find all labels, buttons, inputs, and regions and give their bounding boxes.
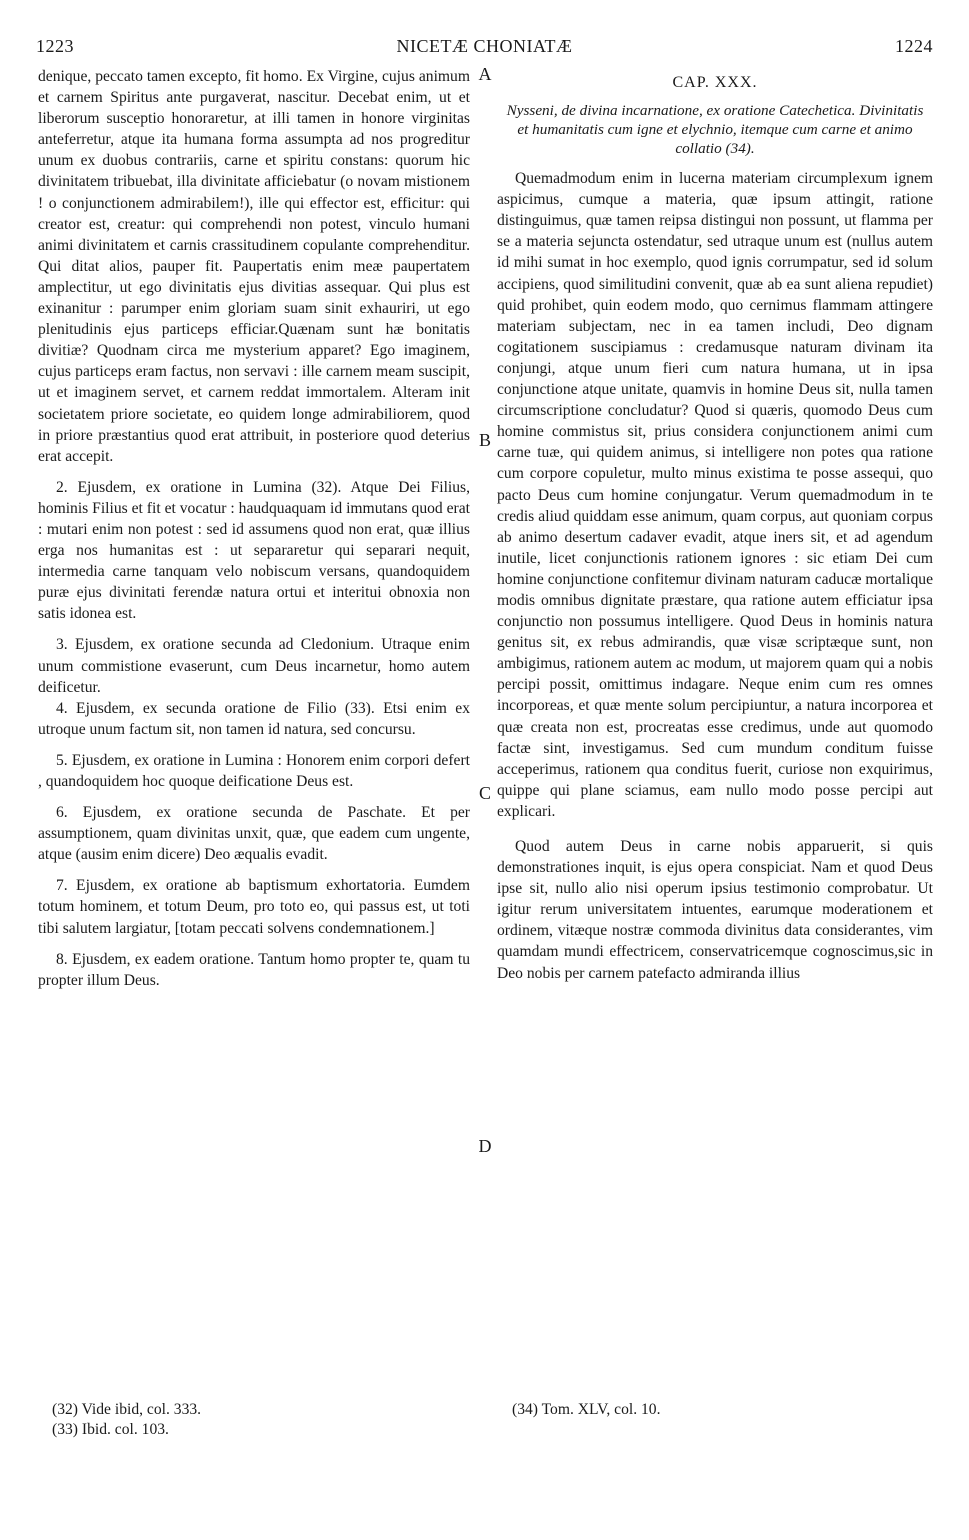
page-number-left: 1223 bbox=[36, 36, 74, 56]
margin-marker-d: D bbox=[478, 1136, 492, 1156]
paragraph: 2. Ejusdem, ex oratione in Lumina (32). Atque Dei Filius, hominis Filius et fit et vocatur : haudquaquam id immutans quod erat : mutari enim non potest : sed id assumens quod non erat, quæ illius erga nos humanitas est : ut separaretur qui separari nequit, intermedia carne tanquam velo nobiscum versans, quandoquidem puræ ejus divinitati ferendæ natura ortui et interitui obnoxia non satis idonea est. bbox=[38, 478, 470, 623]
footnote: (34) Tom. XLV, col. 10. bbox=[512, 1401, 661, 1418]
paragraph: 4. Ejusdem, ex secunda oratione de Filio (33). Etsi enim ex utroque unum factum sit, non tamen id natura, sed concursu. bbox=[38, 699, 470, 738]
margin-marker-a: A bbox=[478, 64, 492, 84]
left-column bbox=[38, 66, 470, 991]
paragraph: denique, peccato tamen excepto, fit homo. Ex Virgine, cujus animum et carnem Spiritus ante purgaverat, nascitur. Decebat enim, ut et liberorum susceptio honoraretur, at illi tamen in honore virginitas anteferretur, atque ita humana forma assumpta ad nos progreditur unum ex duobus contrariis, carne et spiritu constans: quorum hic divinitatem tribuebat, illa divinitate afficiebatur (o novam mistionem ! o conjunctionem admirabilem!), ille qui effector est, efficitur: qui creator est, creatur: qui comprehendi non potest, vinculo humani animi divinitatem et carnis crassitudinem copulante comprehenditur. Qui ditat alios, pauper fit. Paupertatis enim meæ paupertatem amplectitur, ut ego divinitatis ejus divitias assequar. Qui plus est exinanitur : parumper enim gloriam suam sinit exhauriri, ut ego plenitudinis ejus particeps efficiar.Quænam sunt hæ bonitatis divitiæ? Quodnam circa me mysterium apparet? Ego imaginem, cujus particeps eram factus, non servavi : ille carnem meam suscipit, ut et imaginem servet, et carnem reddat immortalem. Alteram init societatem priore societate, eo quidem longe admirabiliorem, quod in priore præstantius quod erat attribuit, in posteriore quod deterius erat accepit. bbox=[38, 68, 470, 465]
paragraph: Quod autem Deus in carne nobis apparuerit, si quis demonstrationes inquit, is ejus opera conspiciat. Nam et quod Deus ipse sit, nullo alio nisi operum ipsius testimonio comprobatur. Ut igitur rerum universitatem intuentes, earumque moderationem et ordinem, vitæque nostræ commoda divinitus data considerantes, vim quamdam mundi effectricem, conservatricemque cognoscimus,sic in Deo nobis per carnem patefacto admiranda illius bbox=[497, 838, 933, 982]
footnote: (33) Ibid. col. 103. bbox=[52, 1421, 169, 1438]
footnotes-left bbox=[52, 1400, 201, 1440]
chapter-heading: CAP. XXX. bbox=[672, 74, 758, 91]
footnotes-right bbox=[512, 1400, 661, 1420]
right-column bbox=[497, 66, 933, 984]
running-title: NICETÆ CHONIATÆ bbox=[396, 36, 573, 56]
running-header bbox=[36, 36, 933, 62]
paragraph: 5. Ejusdem, ex oratione in Lumina : Honorem enim corpori defert , quandoquidem hoc quoque deificatione Deus est. bbox=[38, 751, 470, 790]
paragraph: 3. Ejusdem, ex oratione secunda ad Cledonium. Utraque enim unum commistione evaserunt, cum Deus incarnetur, homo autem deificetur. bbox=[38, 636, 470, 696]
margin-marker-c: C bbox=[478, 783, 491, 803]
paragraph: Quemadmodum enim in lucerna materiam circumplexum ignem aspicimus, cumque a materia, quæ ipsum attingit, ratione distinguimus, quæ tamen reipsa distingui non possunt, ut flamma per se a materia sejuncta ostendatur, sed utraque unum est (nullus autem id mihi sumat in hoc exemplo, quod ignis corrumpatur, sed id solum accipiens, quod similitudini convenit, quæ ab ea sunt aliena repudiet) quid prohibet, quin eodem modo, quo cernimus flammam attingere materiam subjectam, nec in ea tamen includi, Deo dignam cogitationem suscipiamus : credamusque naturam divinam ita conjungi, atque unum fieri cum natura humana, ut in ipsa conjunctione atque unitate, quamvis in homine Deus sit, nulla tamen circumscriptione concludatur? Quod si quæris, quomodo Deus cum homine commistus sit, prius considera conjunctionem animi cum carne tuæ, qui quidem animus, si intelligere non potes qua ratione cum corpore copuletur, multo minus existima te posse assequi, quo pacto Deus cum homine conjungatur. Verum quemadmodum in te credis aliud quiddam esse animum, quam corpus, aut quoniam corpus ab animo desertum cadaver evadit, atque iners sit, et ad agendum inutile, licet conjunctionis rationem ignores : sic etiam Dei cum homine conjunctione confitemur divinam naturam caducæ mortalique modis omnibus dignitate præstare, qua ratione autem efficiatur ipsa conjunctio non possumus intelligere. Quod Deus in hominis natura genitus sit, ex rebus admirandis, quæ visæ scriptæque sunt, non ambigimus, rationem autem ac modum, ut majorem quam qui a nobis percipi possit, omittimus indagare. Neque enim cum res omnes incorporeas, et quæ mente solum percipiuntur, a natura incorporea et quæ creata non est, procreatas esse credimus, unde aut quomodo factæ sint, investigamus. Sed cum mundum conditum fuisse acceperimus, rationem qua conditus fuerit, curiose non exquirimus, quippe qui plane sciamus, eam nullo modo posse percipi aut explicari. bbox=[497, 170, 933, 820]
footnote: (32) Vide ibid, col. 333. bbox=[52, 1401, 202, 1418]
paragraph: 8. Ejusdem, ex eadem oratione. Tantum homo propter te, quam tu propter illum Deus. bbox=[38, 950, 470, 989]
chapter-rubric: Nysseni, de divina incarnatione, ex oratione Catechetica. Divinitatis et humanitatis cum igne et elychnio, itemque cum carne et animo collatio (34). bbox=[506, 102, 924, 158]
paragraph: 6. Ejusdem, ex oratione secunda de Paschate. Et per assumptionem, quam divinitas unxit, quæ, que eadem cum ungente, atque (ausim enim dicere) Deo æqualis evadit. bbox=[38, 804, 470, 864]
margin-marker-b: B bbox=[478, 430, 491, 450]
paragraph: 7. Ejusdem, ex oratione ab baptismum exhortatoria. Eumdem totum hominem, et totum Deum, pro toto eo, qui passus est, ut toti tibi salutem largiatur, [totam peccati solvens condemnationem.] bbox=[38, 877, 470, 937]
page-number-right: 1224 bbox=[895, 36, 933, 56]
